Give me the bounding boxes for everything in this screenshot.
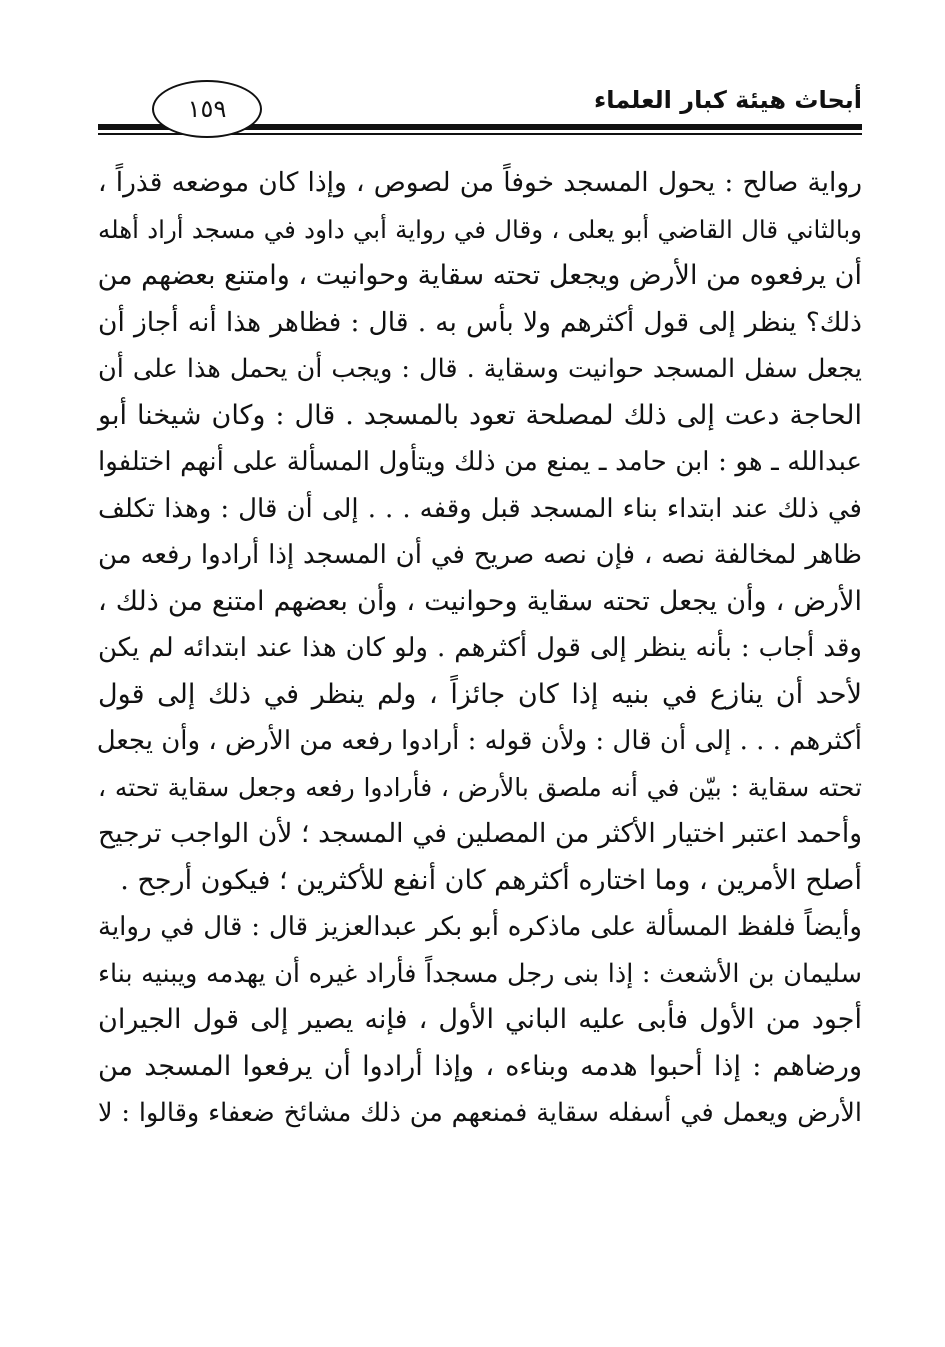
text-line: ظاهر لمخالفة نصه ، فإن نصه صريح في أن المسجد إذا أرادوا رفعه من xyxy=(98,540,862,570)
text-line: الأرض ، وأن يجعل تحته سقاية وحوانيت ، وأن بعضهم امتنع من ذلك ، xyxy=(98,585,862,617)
text-line: لأحد أن ينازع في بنيه إذا كان جائزاً ، ولم ينظر في ذلك إلى قول xyxy=(98,678,862,710)
text-line: وقد أجاب : بأنه ينظر إلى قول أكثرهم . ولو كان هذا عند ابتدائه لم يكن xyxy=(98,633,862,663)
text-line: ورضاهم : إذا أحبوا هدمه وبناءه ، وإذا أرادوا أن يرفعوا المسجد من xyxy=(98,1050,862,1082)
text-line: رواية صالح : يحول المسجد خوفاً من لصوص ، وإذا كان موضعه قذراً ، xyxy=(98,167,862,198)
text-line: وأحمد اعتبر اختيار الأكثر من المصلين في المسجد ؛ لأن الواجب ترجيح xyxy=(98,818,862,849)
text-line: أصلح الأمرين ، وما اختاره أكثرهم كان أنفع للأكثرين ؛ فيكون أرجح . xyxy=(120,864,862,896)
text-line: أجود من الأول فأبى عليه الباني الأول ، فإنه يصير إلى قول الجيران xyxy=(98,1004,862,1035)
text-line: تحته سقاية : بيّن في أنه ملصق بالأرض ، فأرادوا رفعه وجعل سقاية تحته ، xyxy=(98,772,862,802)
text-line: الحاجة دعت إلى ذلك لمصلحة تعود بالمسجد . قال : وكان شيخنا أبو xyxy=(98,399,862,431)
page-number: ١٥٩ xyxy=(187,95,227,123)
text-line: وبالثاني قال القاضي أبو يعلى ، وقال في رواية أبي داود في مسجد أراد أهله xyxy=(98,214,862,244)
page-header xyxy=(98,72,862,152)
text-line: الأرض ويعمل في أسفله سقاية فمنعهم من ذلك مشائخ ضعفاء وقالوا : لا xyxy=(98,1098,862,1128)
text-line: يجعل سفل المسجد حوانيت وسقاية . قال : ويجب أن يحمل هذا على أن xyxy=(98,354,862,384)
text-line: في ذلك عند ابتداء بناء المسجد قبل وقفه . . . إلى أن قال : وهذا تكلف xyxy=(98,493,862,524)
text-line: ذلك؟ ينظر إلى قول أكثرهم ولا بأس به . قال : فظاهر هذا أنه أجاز أن xyxy=(98,306,862,338)
text-line: عبدالله ـ هو : ابن حامد ـ يمنع من ذلك ويتأول المسألة على أنهم اختلفوا xyxy=(98,447,862,477)
text-line: وأيضاً فلفظ المسألة على ماذكره أبو بكر عبدالعزيز قال : قال في رواية xyxy=(98,912,862,942)
text-line: سليمان بن الأشعث : إذا بنى رجل مسجداً فأراد غيره أن يهدمه ويبنيه بناء xyxy=(98,958,862,989)
body-text xyxy=(98,160,862,1137)
text-line: أكثرهم . . . إلى أن قال : ولأن قوله : أرادوا رفعه من الأرض ، وأن يجعل xyxy=(96,726,862,756)
page-number-oval xyxy=(152,80,262,138)
text-line: أن يرفعوه من الأرض ويجعل تحته سقاية وحوانيت ، وامتنع بعضهم من xyxy=(97,260,862,291)
running-title: أبحاث هيئة كبار العلماء xyxy=(593,86,862,114)
